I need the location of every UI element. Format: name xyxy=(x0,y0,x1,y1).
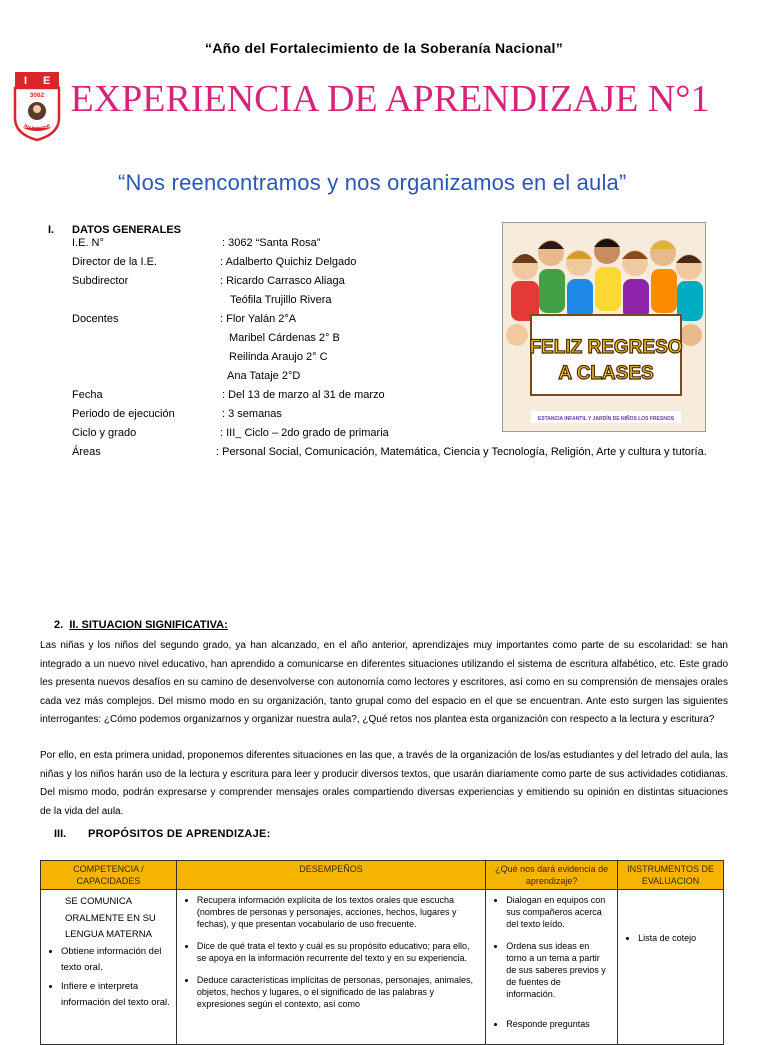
section-title-datos-generales: DATOS GENERALES xyxy=(72,224,181,236)
header-evidencia: ¿Qué nos dará evidencia de aprendizaje? xyxy=(486,861,618,890)
school-logo xyxy=(12,70,62,142)
banner-footer: ESTANCIA INFANTIL Y JARDÍN DE NIÑOS LOS FRESNOS xyxy=(537,416,675,422)
list-item: • Lista de cotejo xyxy=(638,932,717,944)
row-label-subdirector: Subdirector xyxy=(72,275,129,287)
cell-evidencias xyxy=(486,890,618,1045)
list-item: • Dialogan en equipos con sus compañeros acerca del texto leído. xyxy=(506,894,611,930)
row-label-director: Director de la I.E. xyxy=(72,256,157,268)
table-row xyxy=(41,890,724,1045)
section-number: 2. xyxy=(54,619,64,631)
list-item: • Recupera información explícita de los textos orales que escucha (nombres de personas y personajes, acciones, hechos, lugares y fechas), y que presentan vocabulario de uso frecuente. xyxy=(197,894,479,930)
row-value-ciclo: : III_ Ciclo – 2do grado de primaria xyxy=(220,427,389,439)
svg-text:SANTA ROSA: SANTA ROSA xyxy=(23,124,51,129)
row-value-subdirector: : Ricardo Carrasco Aliaga xyxy=(220,275,345,287)
evidencias-list xyxy=(492,894,611,1030)
instrumentos-list xyxy=(624,932,717,944)
page-subtitle: “Nos reencontramos y nos organizamos en el aula” xyxy=(118,170,627,195)
row-value-fecha: : Del 13 de marzo al 31 de marzo xyxy=(222,389,385,401)
section-title-situacion xyxy=(54,619,228,631)
section-number: I. xyxy=(48,224,55,236)
capacidades-list xyxy=(47,944,170,1012)
section-number: III. xyxy=(54,828,67,840)
row-value-periodo: : 3 semanas xyxy=(222,408,282,420)
list-item: • Obtiene información del texto oral. xyxy=(61,944,170,977)
paragraph-situacion-1: Las niñas y los niños del segundo grado, ya han alcanzado, en el año anterior, aprendizajes muy importantes como parte de su escolaridad: se han integrado a un nuevo nivel educativo, han aprendido a comunicarse en diferentes situaciones utilizando el sistema de escritura alfabético, etc. Este grado les presenta nuevos desafíos en su camino de desenvolverse con autonomía como lectores y escritores, así como en su comprensión de mensajes orales cada vez más complejos. Del mismo modo en su organización, tanto grupal como del espacio en el que se encuentran. Ante esto surgen las siguientes interrogantes: ¿Cómo podemos organizarnos y organizar nuestra aula?, ¿Qué retos nos plantea esta organización con respecto a la lectura y escritura? xyxy=(40,640,728,725)
section-title-propositos: PROPÓSITOS DE APRENDIZAJE: xyxy=(88,828,271,840)
row-value-director: : Adalberto Quichiz Delgado xyxy=(220,256,357,268)
welcome-banner-image xyxy=(502,222,706,432)
table-header-row xyxy=(41,861,724,890)
svg-text:E: E xyxy=(43,75,51,87)
cell-instrumentos xyxy=(618,890,724,1045)
banner-line-2: A CLASES xyxy=(558,363,654,384)
row-value-areas: : Personal Social, Comunicación, Matemática, Ciencia y Tecnología, Religión, Arte y cultura y tutoría. xyxy=(216,446,707,458)
row-value-docente-1: : Flor Yalán 2°A xyxy=(220,313,297,325)
row-value-docente-4: Ana Tataje 2°D xyxy=(227,370,301,382)
list-item: • Infiere e interpreta información del texto oral. xyxy=(61,979,170,1012)
banner-line-1: FELIZ REGRESO xyxy=(529,337,683,358)
competencia-title: SE COMUNICA ORALMENTE EN SU LENGUA MATERNA xyxy=(65,896,156,940)
paragraph-situacion-2: Por ello, en esta primera unidad, proponemos diferentes situaciones en las que, a través de la organización de los/as estudiantes y del letrado del aula, las niñas y los niños harán uso de la lectura y escritura para leer y producir diversos textos, que usarán diariamente como parte de sus actividades cotidianas. Del mismo modo, podrán expresarse y comprender mensajes orales compartiendo diversas experiencias y emitiendo su opinión en distintas situaciones de la vida del aula. xyxy=(40,750,728,817)
cell-competencia xyxy=(41,890,177,1045)
row-label-periodo: Periodo de ejecución xyxy=(72,408,175,420)
header-competencia: COMPETENCIA / CAPACIDADES xyxy=(41,861,177,890)
header-instrumentos: INSTRUMENTOS DE EVALUACION xyxy=(618,861,724,890)
svg-text:3062: 3062 xyxy=(29,92,45,99)
row-label-docentes: Docentes xyxy=(72,313,119,325)
list-item: • Deduce características implícitas de personas, personajes, animales, objetos, hechos y lugares, o el significado de las palabras y expresiones según el contexto, así como xyxy=(197,974,479,1010)
row-value-subdirector-2: Teófila Trujillo Rivera xyxy=(230,294,332,306)
header-desempenos: DESEMPEÑOS xyxy=(176,861,485,890)
page-title: EXPERIENCIA DE APRENDIZAJE N°1 xyxy=(70,78,710,120)
desempenos-list xyxy=(183,894,479,1010)
row-value-docente-2: Maribel Cárdenas 2° B xyxy=(229,332,340,344)
propositos-table xyxy=(40,860,724,1045)
row-label-ciclo: Ciclo y grado xyxy=(72,427,137,439)
row-value-ie: : 3062 “Santa Rosa” xyxy=(222,237,321,249)
row-label-areas: Áreas xyxy=(72,446,101,458)
cell-desempenos xyxy=(176,890,485,1045)
row-label-fecha: Fecha xyxy=(72,389,103,401)
list-item: • Ordena sus ideas en torno a un tema a partir de sus saberes previos y de fuentes de información. xyxy=(506,940,611,1000)
section-title-text: II. SITUACION SIGNIFICATIVA: xyxy=(69,619,228,631)
list-item: • Responde preguntas xyxy=(506,1018,611,1030)
row-label-ie: I.E. N° xyxy=(72,237,104,249)
row-value-docente-3: Reilinda Araujo 2° C xyxy=(229,351,328,363)
list-item: • Dice de qué trata el texto y cuál es su propósito educativo; para ello, se apoya en la información recurrente del texto y en su experiencia. xyxy=(197,940,479,964)
svg-text:I: I xyxy=(24,75,28,87)
year-motto: “Año del Fortalecimiento de la Soberanía Nacional” xyxy=(204,40,564,56)
